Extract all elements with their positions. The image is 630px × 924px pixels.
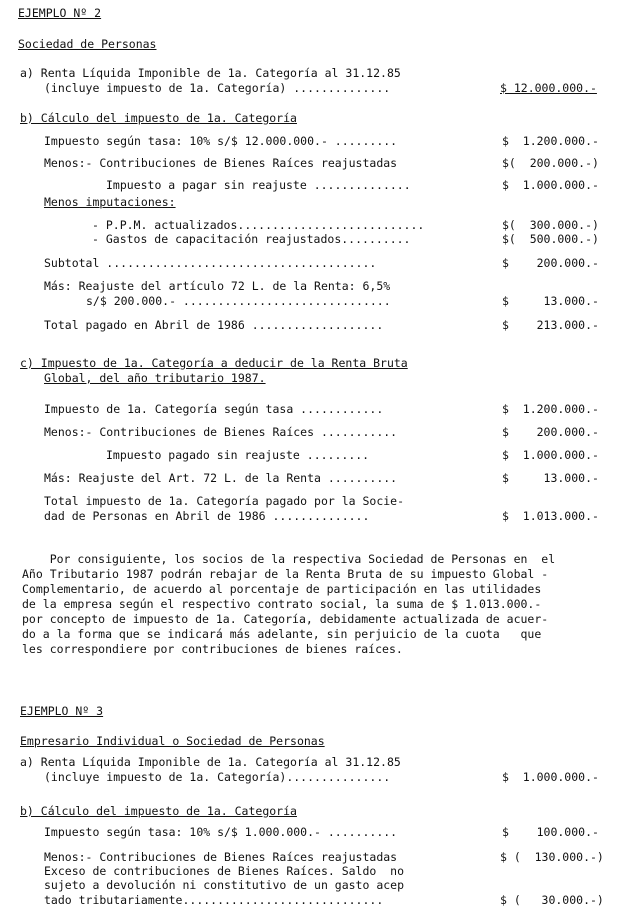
ex3-b-line-1: Impuesto según tasa: 10% s/$ 1.000.000.- .......... [44, 825, 398, 839]
ex2-paragraph-line-4: de la empresa según el respectivo contrato social, la suma de $ 1.013.000.- [22, 597, 542, 611]
ex2-c-detail-1-amount: $ 1.200.000.- [502, 402, 599, 416]
ex2-b-title: b) Cálculo del impuesto de 1a. Categoría [20, 111, 297, 125]
ex2-a-line-2: (incluye impuesto de 1a. Categoría) .............. [44, 81, 391, 95]
ex3-b-line-5-amount: $ ( 30.000.-) [500, 893, 604, 907]
ex2-b-line-5: - P.P.M. actualizados........................... [92, 218, 425, 232]
ex3-b-line-2-amount: $ ( 130.000.-) [500, 850, 604, 864]
ex2-b-line-2-amount: $( 200.000.-) [502, 156, 599, 170]
ex2-paragraph-line-2: Año Tributario 1987 podrán rebajar de la Renta Bruta de su impuesto Global - [22, 567, 549, 581]
ex3-a-line-2: (incluye impuesto de 1a. Categoría)............... [44, 770, 391, 784]
ex2-c-detail-2-amount: $ 200.000.- [502, 425, 599, 439]
ex2-b-line-9: s/$ 200.000.- .............................. [86, 294, 391, 308]
ex2-c-detail-3: Impuesto pagado sin reajuste ......... [106, 448, 370, 462]
ex2-c-detail-6-amount: $ 1.013.000.- [502, 509, 599, 523]
ex2-a-line-1: a) Renta Líquida Imponible de 1a. Categoría al 31.12.85 [20, 66, 401, 80]
ex2-b-line-6: - Gastos de capacitación reajustados.......... [92, 232, 411, 246]
ex2-paragraph-line-1: Por consiguiente, los socios de la respectiva Sociedad de Personas en el [22, 552, 556, 566]
ex3-b-line-4: sujeto a devolución ni constitutivo de un gasto acep [44, 878, 405, 892]
ex3-a-amount: $ 1.000.000.- [502, 770, 599, 784]
ex2-b-line-6-amount: $( 500.000.-) [502, 232, 599, 246]
ex2-b-line-2: Menos:- Contribuciones de Bienes Raíces reajustadas [44, 156, 398, 170]
ex2-paragraph-line-6: do a la forma que se indicará más adelante, sin perjuicio de la cuota que [22, 627, 542, 641]
ex2-b-line-10: Total pagado en Abril de 1986 ................... [44, 318, 384, 332]
ex2-b-line-3: Impuesto a pagar sin reajuste .............. [106, 178, 411, 192]
ex2-b-line-1: Impuesto según tasa: 10% s/$ 12.000.000.- ......... [44, 134, 398, 148]
example-3-heading: EJEMPLO Nº 3 [20, 704, 104, 718]
ex2-b-line-5-amount: $( 300.000.-) [502, 218, 599, 232]
ex3-b-line-5: tado tributariamente............................. [44, 893, 384, 907]
ex2-c-line-1: c) Impuesto de 1a. Categoría a deducir de la Renta Bruta [20, 356, 408, 370]
ex2-a-amount: $ 12.000.000.- [500, 81, 597, 95]
ex2-b-line-9-amount: $ 13.000.- [502, 294, 599, 308]
ex2-b-line-8: Más: Reajuste del artículo 72 L. de la Renta: 6,5% [44, 279, 391, 293]
ex2-b-line-4: Menos imputaciones: [44, 195, 176, 209]
ex2-paragraph-line-3: Complementario, de acuerdo al porcentaje de participación en las utilidades [22, 582, 542, 596]
ex2-c-detail-5: Total impuesto de 1a. Categoría pagado por la Socie- [44, 494, 405, 508]
ex2-b-line-10-amount: $ 213.000.- [502, 318, 599, 332]
ex2-c-line-2: Global, del año tributario 1987. [44, 371, 266, 385]
ex2-c-detail-4-amount: $ 13.000.- [502, 471, 599, 485]
example-2-heading: EJEMPLO Nº 2 [18, 6, 102, 20]
ex2-b-line-7: Subtotal ....................................... [44, 256, 377, 270]
ex2-c-detail-1: Impuesto de 1a. Categoría según tasa ............ [44, 402, 384, 416]
ex2-paragraph-line-5: por concepto de impuesto de 1a. Categoría, debidamente actualizada de acuer- [22, 612, 549, 626]
ex2-b-line-1-amount: $ 1.200.000.- [502, 134, 599, 148]
ex3-b-title: b) Cálculo del impuesto de 1a. Categoría [20, 804, 297, 818]
ex3-a-line-1: a) Renta Líquida Imponible de 1a. Categoría al 31.12.85 [20, 755, 401, 769]
ex2-c-detail-3-amount: $ 1.000.000.- [502, 448, 599, 462]
ex2-b-line-7-amount: $ 200.000.- [502, 256, 599, 270]
ex3-b-line-1-amount: $ 100.000.- [502, 825, 599, 839]
example-3-subheading: Empresario Individual o Sociedad de Personas [20, 734, 325, 748]
ex3-b-line-3: Exceso de contribuciones de Bienes Raíces. Saldo no [44, 864, 405, 878]
ex2-b-line-3-amount: $ 1.000.000.- [502, 178, 599, 192]
ex3-b-line-2: Menos:- Contribuciones de Bienes Raíces reajustadas [44, 850, 398, 864]
ex2-c-detail-4: Más: Reajuste del Art. 72 L. de la Renta .......... [44, 471, 398, 485]
ex2-paragraph-line-7: les correspondiere por contribuciones de bienes raíces. [22, 642, 403, 656]
example-2-subheading: Sociedad de Personas [18, 37, 157, 51]
ex2-c-detail-2: Menos:- Contribuciones de Bienes Raíces ........... [44, 425, 398, 439]
ex2-c-detail-6: dad de Personas en Abril de 1986 .............. [44, 509, 370, 523]
